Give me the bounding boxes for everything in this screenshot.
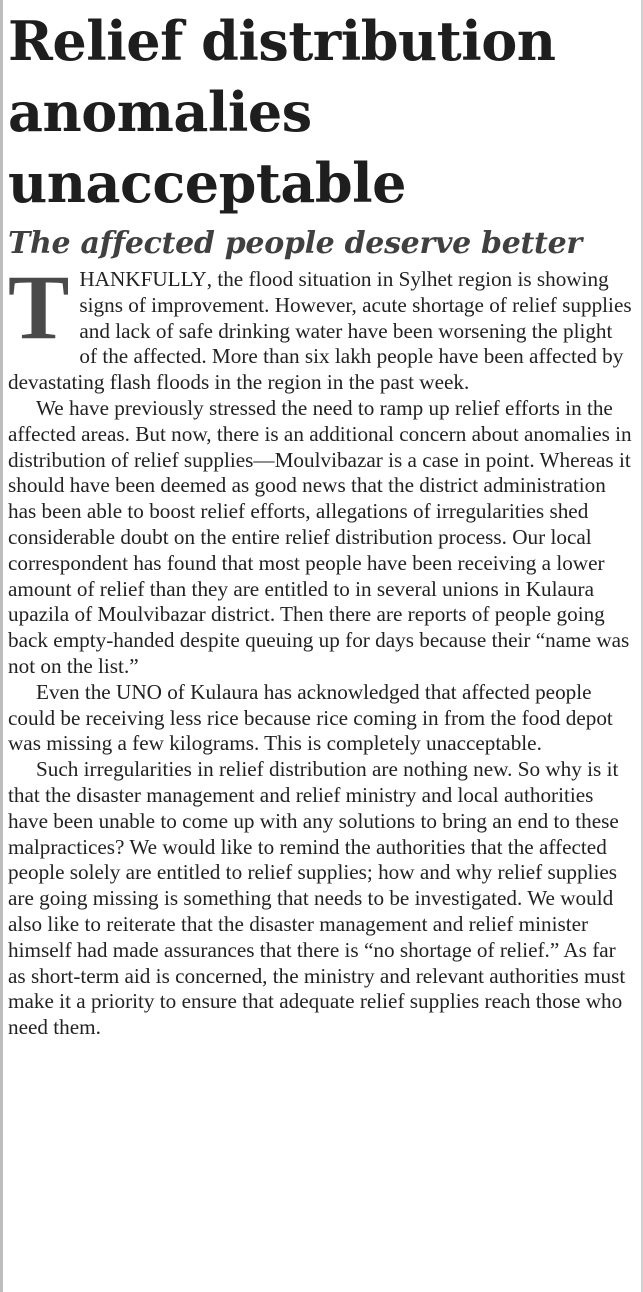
page-left-edge (0, 0, 3, 1292)
headline-line-3: unacceptable (8, 151, 406, 215)
headline-line-2: anomalies (8, 80, 312, 144)
article-body (8, 256, 634, 1041)
subheadline: The affected people deserve better (8, 226, 582, 261)
paragraph-1 (8, 256, 634, 396)
editorial-article (8, 0, 634, 1041)
lead-in-caps: HANKFULLY (79, 267, 207, 291)
headline (8, 0, 634, 219)
headline-line-1: Relief distribution (8, 9, 556, 73)
paragraph-4: Such irregularities in relief distribution are nothing new. So why is it that the disaster management and relief ministry and local authorities have been unable to come up with any solutions to bring an end to these malpractices? We would like to remind the authorities that the affected people solely are entitled to relief supplies; how and why relief supplies are going missing is something that needs to be investigated. We would also like to reiterate that the disaster management and relief minister himself had made assurances that there is “no shortage of relief.” As far as short-term aid is concerned, the ministry and relevant authorities must make it a priority to ensure that adequate relief supplies reach those who need them. (8, 757, 626, 1040)
paragraph-3: Even the UNO of Kulaura has acknowledged that affected people could be receiving less rice because rice coming in from the food depot was missing a few kilograms. This is completely unacceptable. (8, 679, 613, 756)
paragraph-2: We have previously stressed the need to ramp up relief efforts in the affected areas. But now, there is an additional concern about anomalies in distribution of relief supplies—Moulvibazar is a case in point. Whereas it should have been deemed as good news that the district administration has been able to boost relief efforts, allegations of irregularities shed considerable doubt on the entire relief distribution process. Our local correspondent has found that most people have been receiving a lower amount of relief than they are entitled to in several unions in Kulaura upazila of Moulvibazar district. Then there are reports of people going back empty-handed despite queuing up for days because their “name was not on the list.” (8, 395, 632, 678)
drop-cap: T (8, 256, 70, 358)
paragraph-1-text: , the flood situation in Sylhet region is showing signs of improvement. However, acute shortage of relief supplies and lack of safe drinking water have been worsening the plight of the affected. More than six lakh people have been affected by devastating flash floods in the region in the past week. (8, 267, 632, 395)
